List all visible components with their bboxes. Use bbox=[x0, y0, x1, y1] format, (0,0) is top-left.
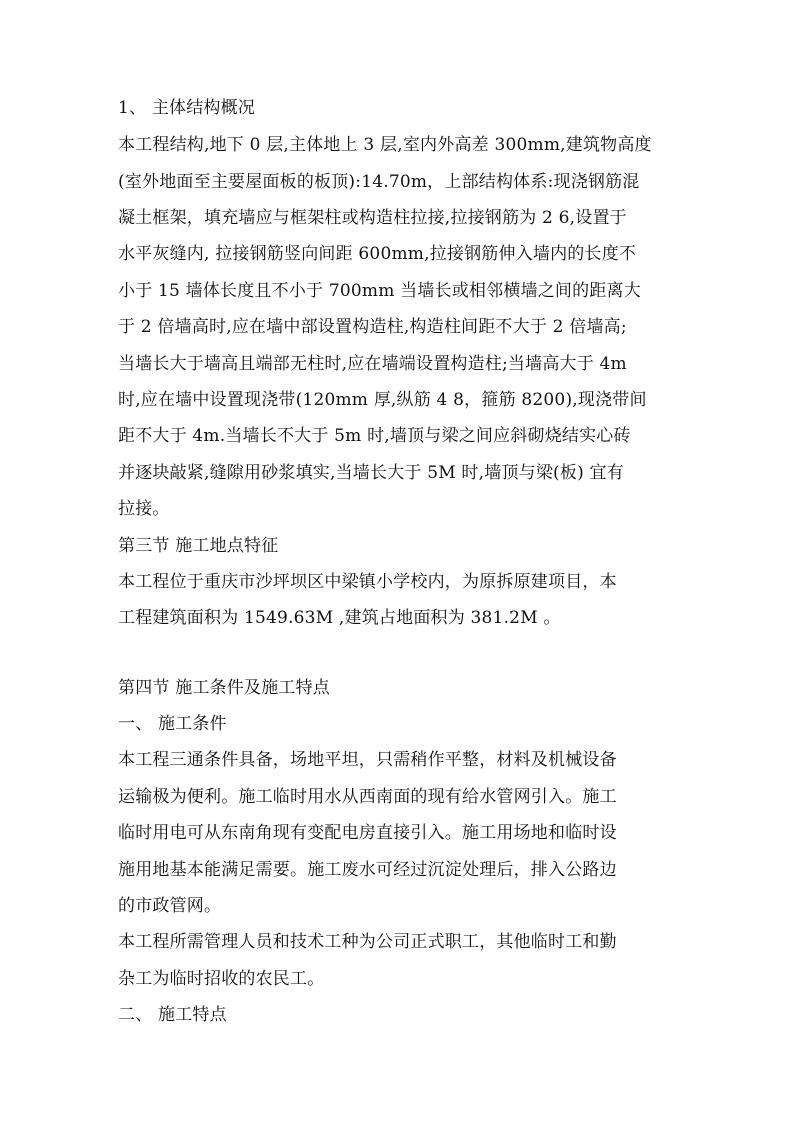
paragraph-line: (室外地面至主要屋面板的板顶):14.70m，上部结构体系:现浇钢筋混 bbox=[118, 172, 640, 192]
paragraph-line: 小于 15 墙体长度且不小于 700mm 当墙长或相邻横墙之间的距离大 bbox=[118, 281, 641, 301]
paragraph-line: 运输极为便利。施工临时用水从西南面的现有给水管网引入。施工 bbox=[118, 787, 617, 807]
paragraph-line: 的市政管网。 bbox=[118, 896, 222, 916]
section-heading-construction-conditions: 第四节 施工条件及施工特点 bbox=[118, 678, 331, 698]
paragraph-line: 于 2 倍墙高时,应在墙中部设置构造柱,构造柱间距不大于 2 倍墙高; bbox=[118, 317, 627, 337]
paragraph-line: 时,应在墙中设置现浇带(120mm 厚,纵筋 4 8，箍筋 8200),现浇带间 bbox=[118, 390, 647, 410]
paragraph-line: 工程建筑面积为 1549.63M ,建筑占地面积为 381.2M 。 bbox=[118, 608, 561, 628]
section-heading-site-features: 第三节 施工地点特征 bbox=[118, 536, 279, 556]
subsection-heading-features: 二、 施工特点 bbox=[118, 1005, 227, 1025]
paragraph-line: 杂工为临时招收的农民工。 bbox=[118, 969, 325, 989]
paragraph-line: 本工程结构,地下 0 层,主体地上 3 层,室内外高差 300mm,建筑物高度 bbox=[118, 135, 652, 155]
section-heading-main-structure: 1、 主体结构概况 bbox=[118, 98, 256, 118]
paragraph-line: 本工程三通条件具备，场地平坦，只需稍作平整，材料及机械设备 bbox=[118, 750, 617, 770]
paragraph-line: 临时用电可从东南角现有变配电房直接引入。施工用场地和临时设 bbox=[118, 823, 617, 843]
subsection-heading-conditions: 一、 施工条件 bbox=[118, 714, 227, 734]
paragraph-line: 本工程所需管理人员和技术工种为公司正式职工，其他临时工和勤 bbox=[118, 932, 617, 952]
paragraph-line: 凝土框架，填充墙应与框架柱或构造柱拉接,拉接钢筋为 2 6,设置于 bbox=[118, 208, 627, 228]
paragraph-line: 距不大于 4m.当墙长不大于 5m 时,墙顶与梁之间应斜砌烧结实心砖 bbox=[118, 426, 631, 446]
paragraph-line: 本工程位于重庆市沙坪坝区中梁镇小学校内，为原拆原建项目，本 bbox=[118, 572, 617, 592]
paragraph-line: 拉接。 bbox=[118, 499, 170, 519]
paragraph-line: 并逐块敲紧,缝隙用砂浆填实,当墙长大于 5M 时,墙顶与梁(板) 宜有 bbox=[118, 463, 624, 483]
paragraph-line: 当墙长大于墙高且端部无柱时,应在墙端设置构造柱;当墙高大于 4m bbox=[118, 354, 627, 374]
paragraph-line: 水平灰缝内, 拉接钢筋竖向间距 600mm,拉接钢筋伸入墙内的长度不 bbox=[118, 244, 637, 264]
paragraph-line: 施用地基本能满足需要。施工废水可经过沉淀处理后，排入公路边 bbox=[118, 860, 617, 880]
